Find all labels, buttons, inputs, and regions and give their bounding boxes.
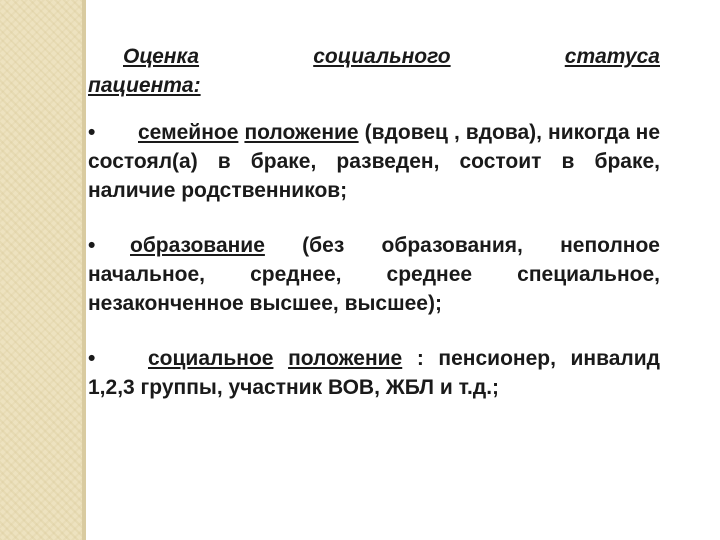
list-item-education	[88, 231, 660, 318]
term-social: социальное	[148, 347, 274, 370]
term-family: семейное	[138, 121, 239, 144]
title-word-1: Оценка	[123, 45, 200, 68]
slide-title	[88, 42, 660, 100]
term-status: положение	[244, 121, 359, 144]
term-education: образование	[130, 234, 265, 257]
title-word-4: пациента:	[88, 74, 201, 97]
item-text: (вдовец , вдова), никогда не состоял(а) в браке, разведен, состоит в браке, наличие родственников;	[88, 121, 661, 202]
title-word-2: социального	[313, 45, 451, 68]
bullet-icon: •	[88, 121, 96, 144]
item-text: (без образования, неполное начальное, среднее, среднее специальное, незаконченное высшее, высшее);	[88, 234, 660, 315]
list-item-family-status	[88, 118, 660, 205]
item-text: : пенсионер, инвалид 1,2,3 группы, участник ВОВ, ЖБЛ и т.д.;	[88, 347, 661, 399]
decorative-left-stripe	[0, 0, 82, 540]
decorative-stripe-edge	[82, 0, 86, 540]
title-line-2	[88, 71, 660, 100]
title-word-3: статуса	[564, 45, 660, 68]
bullet-icon: •	[88, 234, 96, 257]
slide-content	[88, 42, 660, 428]
list-item-social-status	[88, 344, 660, 402]
term-position: положение	[288, 347, 403, 370]
bullet-icon: •	[88, 347, 96, 370]
title-line-1	[88, 42, 660, 71]
